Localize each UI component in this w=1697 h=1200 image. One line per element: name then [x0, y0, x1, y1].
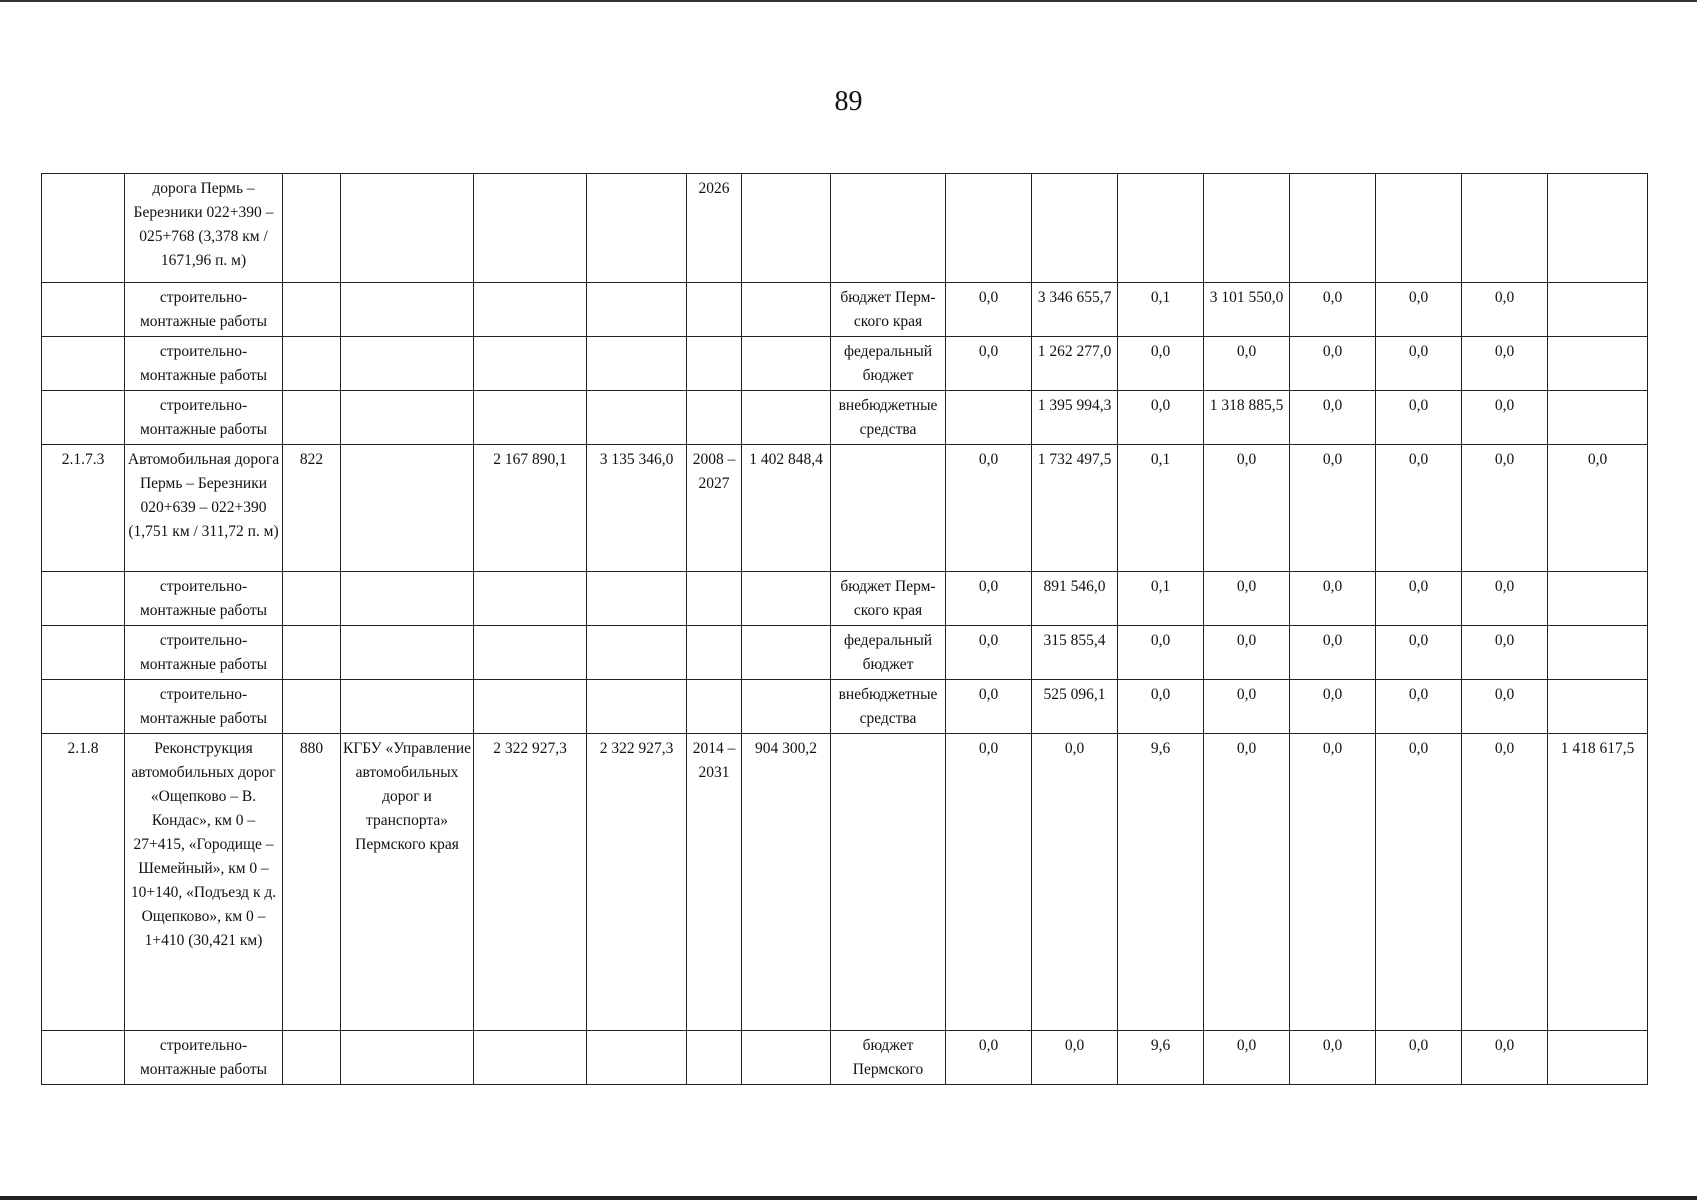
cell-val-h: [1548, 1031, 1648, 1085]
cell-val-c: 0,0: [1118, 680, 1204, 734]
cell-val-d: 1 318 885,5: [1204, 391, 1290, 445]
cell-estimated-cost: [474, 174, 587, 283]
cell-row-code: [42, 572, 125, 626]
cell-work-name: Автомобильная дорога Пермь – Березники 020+639 – 022+390 (1,751 км / 311,72 п. м): [125, 445, 283, 572]
cell-row-code: [42, 1031, 125, 1085]
cell-total-cost: 2 322 927,3: [587, 734, 687, 1031]
cell-val-f: 0,0: [1376, 283, 1462, 337]
cell-val-a: 0,0: [946, 572, 1032, 626]
cell-val-d: 0,0: [1204, 337, 1290, 391]
table-row: [42, 626, 1648, 680]
cell-financed-amount: 904 300,2: [742, 734, 831, 1031]
top-scan-edge: [0, 0, 1697, 2]
cell-val-b: 1 732 497,5: [1032, 445, 1118, 572]
cell-executor: [341, 283, 474, 337]
cell-period: [687, 1031, 742, 1085]
cell-work-name: Реконструкция автомобильных дорог «Ощепково – В. Кондас», км 0 – 27+415, «Городище – Шемейный», км 0 – 10+140, «Подъезд к д. Ощепково», км 0 – 1+410 (30,421 км): [125, 734, 283, 1031]
cell-work-name: дорога Пермь – Березники 022+390 – 025+768 (3,378 км / 1671,96 п. м): [125, 174, 283, 283]
cell-row-code: [42, 337, 125, 391]
cell-executor: [341, 680, 474, 734]
cell-total-cost: [587, 174, 687, 283]
cell-val-d: 0,0: [1204, 626, 1290, 680]
cell-val-d: 0,0: [1204, 734, 1290, 1031]
cell-row-code: [42, 680, 125, 734]
cell-financed-amount: [742, 572, 831, 626]
cell-val-e: 0,0: [1290, 1031, 1376, 1085]
cell-total-cost: [587, 283, 687, 337]
cell-estimated-cost: [474, 680, 587, 734]
cell-period: 2008 – 2027: [687, 445, 742, 572]
cell-row-code: [42, 174, 125, 283]
cell-val-g: 0,0: [1462, 680, 1548, 734]
cell-val-b: 0,0: [1032, 1031, 1118, 1085]
cell-period: [687, 626, 742, 680]
cell-val-h: [1548, 626, 1648, 680]
cell-val-e: [1290, 174, 1376, 283]
cell-work-name: строительно-монтажные работы: [125, 572, 283, 626]
cell-work-name: строительно-монтажные работы: [125, 391, 283, 445]
cell-financed-amount: [742, 283, 831, 337]
cell-period: [687, 572, 742, 626]
cell-financed-amount: [742, 680, 831, 734]
cell-val-h: 0,0: [1548, 445, 1648, 572]
cell-funding-source: федеральный бюджет: [831, 337, 946, 391]
cell-val-a: 0,0: [946, 445, 1032, 572]
cell-funding-source: [831, 734, 946, 1031]
cell-grbs-code: [283, 337, 341, 391]
cell-work-name: строительно-монтажные работы: [125, 283, 283, 337]
cell-grbs-code: [283, 174, 341, 283]
cell-grbs-code: [283, 626, 341, 680]
cell-grbs-code: 880: [283, 734, 341, 1031]
cell-financed-amount: [742, 1031, 831, 1085]
cell-row-code: 2.1.7.3: [42, 445, 125, 572]
table-row: [42, 572, 1648, 626]
cell-val-h: [1548, 337, 1648, 391]
cell-val-c: 0,0: [1118, 391, 1204, 445]
cell-val-e: 0,0: [1290, 734, 1376, 1031]
cell-val-b: 1 262 277,0: [1032, 337, 1118, 391]
cell-grbs-code: [283, 283, 341, 337]
cell-funding-source: [831, 174, 946, 283]
cell-val-c: [1118, 174, 1204, 283]
cell-work-name: строительно-монтажные работы: [125, 680, 283, 734]
cell-val-c: 9,6: [1118, 734, 1204, 1031]
cell-total-cost: [587, 1031, 687, 1085]
cell-total-cost: [587, 572, 687, 626]
cell-val-f: 0,0: [1376, 337, 1462, 391]
cell-val-g: [1462, 174, 1548, 283]
cell-val-f: 0,0: [1376, 445, 1462, 572]
cell-val-d: 0,0: [1204, 680, 1290, 734]
cell-val-g: 0,0: [1462, 445, 1548, 572]
cell-val-e: 0,0: [1290, 337, 1376, 391]
cell-val-h: [1548, 680, 1648, 734]
cell-grbs-code: [283, 572, 341, 626]
cell-val-c: 0,0: [1118, 626, 1204, 680]
cell-total-cost: [587, 680, 687, 734]
cell-funding-source: федеральный бюджет: [831, 626, 946, 680]
cell-val-d: 0,0: [1204, 572, 1290, 626]
cell-executor: [341, 391, 474, 445]
cell-val-f: 0,0: [1376, 572, 1462, 626]
bottom-scan-edge: [0, 1196, 1697, 1200]
cell-executor: КГБУ «Управление автомобильных дорог и транспорта» Пермского края: [341, 734, 474, 1031]
cell-val-e: 0,0: [1290, 680, 1376, 734]
cell-val-f: 0,0: [1376, 1031, 1462, 1085]
cell-row-code: [42, 283, 125, 337]
cell-grbs-code: [283, 391, 341, 445]
cell-val-a: 0,0: [946, 337, 1032, 391]
cell-val-e: 0,0: [1290, 626, 1376, 680]
cell-val-b: [1032, 174, 1118, 283]
cell-val-a: 0,0: [946, 283, 1032, 337]
cell-val-h: [1548, 391, 1648, 445]
cell-val-f: 0,0: [1376, 391, 1462, 445]
table-row: [42, 1031, 1648, 1085]
cell-executor: [341, 626, 474, 680]
cell-funding-source: бюджет Перм-ского края: [831, 572, 946, 626]
cell-val-e: 0,0: [1290, 445, 1376, 572]
cell-val-e: 0,0: [1290, 283, 1376, 337]
page-number: 89: [834, 86, 863, 117]
cell-val-h: [1548, 174, 1648, 283]
cell-val-c: 0,1: [1118, 572, 1204, 626]
cell-row-code: [42, 391, 125, 445]
cell-row-code: [42, 626, 125, 680]
cell-total-cost: [587, 626, 687, 680]
cell-row-code: 2.1.8: [42, 734, 125, 1031]
cell-estimated-cost: [474, 626, 587, 680]
cell-estimated-cost: 2 322 927,3: [474, 734, 587, 1031]
cell-val-g: 0,0: [1462, 734, 1548, 1031]
budget-table: [41, 173, 1648, 1085]
cell-executor: [341, 174, 474, 283]
cell-period: [687, 283, 742, 337]
cell-val-f: 0,0: [1376, 734, 1462, 1031]
cell-estimated-cost: [474, 337, 587, 391]
cell-grbs-code: 822: [283, 445, 341, 572]
cell-val-d: 0,0: [1204, 1031, 1290, 1085]
cell-val-g: 0,0: [1462, 572, 1548, 626]
cell-funding-source: бюджет Перм-ского края: [831, 283, 946, 337]
cell-val-e: 0,0: [1290, 572, 1376, 626]
table-row: [42, 391, 1648, 445]
cell-val-e: 0,0: [1290, 391, 1376, 445]
cell-val-g: 0,0: [1462, 1031, 1548, 1085]
cell-funding-source: [831, 445, 946, 572]
cell-total-cost: [587, 337, 687, 391]
cell-val-h: [1548, 283, 1648, 337]
cell-val-b: 891 546,0: [1032, 572, 1118, 626]
cell-period: 2014 – 2031: [687, 734, 742, 1031]
table-row: [42, 174, 1648, 283]
cell-val-f: [1376, 174, 1462, 283]
cell-val-a: 0,0: [946, 1031, 1032, 1085]
cell-val-a: [946, 391, 1032, 445]
cell-val-b: 3 346 655,7: [1032, 283, 1118, 337]
cell-val-g: 0,0: [1462, 626, 1548, 680]
cell-val-b: 525 096,1: [1032, 680, 1118, 734]
cell-val-c: 9,6: [1118, 1031, 1204, 1085]
cell-period: [687, 680, 742, 734]
table-row: [42, 734, 1648, 1031]
cell-val-h: 1 418 617,5: [1548, 734, 1648, 1031]
cell-val-h: [1548, 572, 1648, 626]
cell-total-cost: 3 135 346,0: [587, 445, 687, 572]
cell-val-g: 0,0: [1462, 283, 1548, 337]
cell-executor: [341, 337, 474, 391]
cell-val-b: 1 395 994,3: [1032, 391, 1118, 445]
cell-val-a: 0,0: [946, 734, 1032, 1031]
cell-estimated-cost: [474, 283, 587, 337]
cell-val-b: 315 855,4: [1032, 626, 1118, 680]
cell-val-c: 0,0: [1118, 337, 1204, 391]
table-row: [42, 680, 1648, 734]
cell-financed-amount: [742, 626, 831, 680]
cell-period: [687, 337, 742, 391]
cell-executor: [341, 1031, 474, 1085]
cell-estimated-cost: [474, 572, 587, 626]
cell-val-b: 0,0: [1032, 734, 1118, 1031]
cell-total-cost: [587, 391, 687, 445]
cell-executor: [341, 445, 474, 572]
cell-val-g: 0,0: [1462, 337, 1548, 391]
cell-estimated-cost: [474, 391, 587, 445]
cell-val-d: 0,0: [1204, 445, 1290, 572]
cell-work-name: строительно-монтажные работы: [125, 626, 283, 680]
cell-funding-source: бюджет Пермского: [831, 1031, 946, 1085]
cell-period: [687, 391, 742, 445]
cell-val-a: 0,0: [946, 626, 1032, 680]
table-row: [42, 283, 1648, 337]
cell-period: 2026: [687, 174, 742, 283]
cell-financed-amount: [742, 391, 831, 445]
cell-val-c: 0,1: [1118, 283, 1204, 337]
cell-val-a: 0,0: [946, 680, 1032, 734]
table-row: [42, 445, 1648, 572]
cell-work-name: строительно-монтажные работы: [125, 1031, 283, 1085]
cell-val-c: 0,1: [1118, 445, 1204, 572]
cell-work-name: строительно-монтажные работы: [125, 337, 283, 391]
cell-financed-amount: [742, 174, 831, 283]
cell-executor: [341, 572, 474, 626]
cell-funding-source: внебюджетные средства: [831, 680, 946, 734]
cell-val-f: 0,0: [1376, 680, 1462, 734]
cell-val-g: 0,0: [1462, 391, 1548, 445]
cell-val-a: [946, 174, 1032, 283]
cell-funding-source: внебюджетные средства: [831, 391, 946, 445]
cell-val-d: 3 101 550,0: [1204, 283, 1290, 337]
cell-financed-amount: [742, 337, 831, 391]
cell-val-d: [1204, 174, 1290, 283]
cell-grbs-code: [283, 1031, 341, 1085]
cell-estimated-cost: 2 167 890,1: [474, 445, 587, 572]
cell-grbs-code: [283, 680, 341, 734]
cell-val-f: 0,0: [1376, 626, 1462, 680]
table-row: [42, 337, 1648, 391]
cell-financed-amount: 1 402 848,4: [742, 445, 831, 572]
cell-estimated-cost: [474, 1031, 587, 1085]
